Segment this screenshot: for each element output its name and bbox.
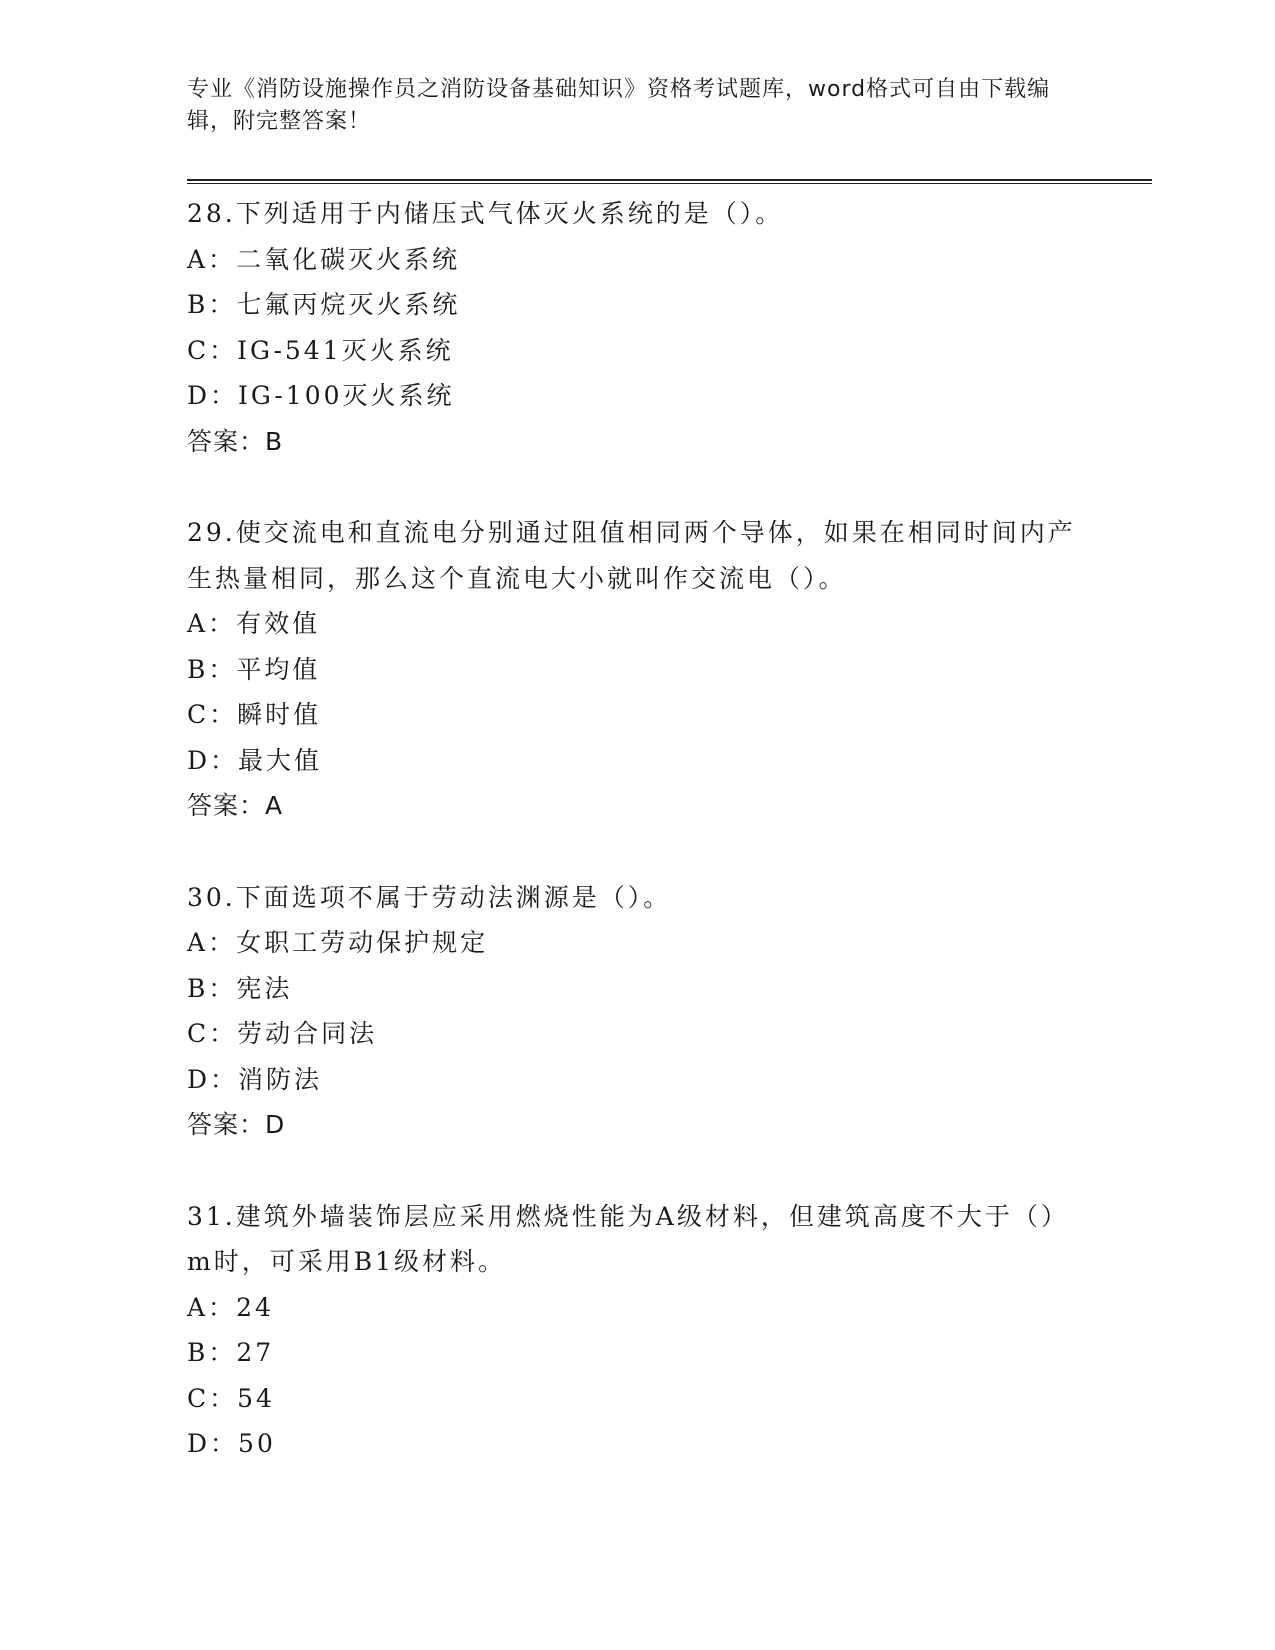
answer-line: 答案：D (187, 1110, 286, 1139)
answer-line: 答案：A (187, 791, 284, 820)
question-stem: 30.下面选项不属于劳动法渊源是（）。 (187, 882, 672, 912)
option-b (187, 966, 1087, 1012)
option-a (187, 1285, 1087, 1331)
option-text: 消防法 (238, 1064, 323, 1094)
option-d (187, 738, 1087, 784)
answer-line: 答案：B (187, 426, 284, 456)
option-text: 有效值 (236, 609, 321, 638)
option-text: 最大值 (238, 745, 323, 775)
option-c (187, 328, 1087, 374)
option-c (187, 1376, 1087, 1422)
option-text: 宪法 (236, 973, 293, 1003)
option-text: 24 (236, 1292, 274, 1322)
option-text: 50 (238, 1429, 276, 1458)
option-text: 平均值 (236, 654, 321, 684)
option-b (187, 647, 1087, 693)
option-a (187, 920, 1087, 966)
header-divider-thick (187, 179, 1152, 181)
question-list (187, 191, 1087, 1467)
option-text: 瞬时值 (237, 700, 322, 729)
option-a (187, 601, 1087, 647)
option-key: D： (187, 1064, 239, 1094)
option-a (187, 237, 1087, 283)
question-stem: 28.下列适用于内储压式气体灭火系统的是（）。 (187, 199, 784, 228)
question-stem: 31.建筑外墙装饰层应采用燃烧性能为A级材料，但建筑高度不大于（）m时，可采用B1级材料。 (187, 1201, 1069, 1276)
question-29 (187, 510, 1087, 829)
option-c (187, 692, 1087, 738)
option-text: IG-100灭火系统 (238, 381, 455, 410)
option-text: 54 (237, 1383, 275, 1413)
header-divider-thin (187, 183, 1152, 184)
option-text: 七氟丙烷灭火系统 (236, 290, 461, 319)
question-28 (187, 191, 1087, 464)
option-text: 女职工劳动保护规定 (236, 928, 489, 957)
question-30 (187, 875, 1087, 1148)
option-key: D： (187, 1429, 239, 1458)
document-header: 专业《消防设施操作员之消防设备基础知识》资格考试题库，word格式可自由下载编辑，附完整答案！ (187, 77, 1051, 134)
option-key: A： (187, 609, 237, 638)
question-31 (187, 1194, 1087, 1467)
option-text: 二氧化碳灭火系统 (236, 244, 461, 274)
option-d (187, 373, 1087, 419)
option-key: A： (187, 1292, 237, 1322)
option-b (187, 1330, 1087, 1376)
option-d (187, 1057, 1087, 1103)
option-key: C： (187, 1383, 238, 1413)
option-key: B： (187, 1338, 237, 1367)
option-key: C： (187, 700, 238, 729)
option-d (187, 1421, 1087, 1467)
option-key: C： (187, 335, 238, 365)
option-text: IG-541灭火系统 (237, 335, 454, 365)
option-key: A： (187, 928, 237, 957)
option-key: A： (187, 244, 237, 274)
option-text: 劳动合同法 (237, 1019, 378, 1048)
option-b (187, 282, 1087, 328)
option-text: 27 (236, 1338, 275, 1367)
option-key: B： (187, 654, 237, 684)
option-key: D： (187, 381, 239, 410)
option-key: B： (187, 973, 237, 1003)
option-key: B： (187, 290, 237, 319)
option-key: D： (187, 745, 239, 775)
option-c (187, 1011, 1087, 1057)
option-key: C： (187, 1019, 238, 1048)
question-stem: 29.使交流电和直流电分别通过阻值相同两个导体，如果在相同时间内产生热量相同，那么这个直流电大小就叫作交流电（）。 (187, 518, 1076, 593)
